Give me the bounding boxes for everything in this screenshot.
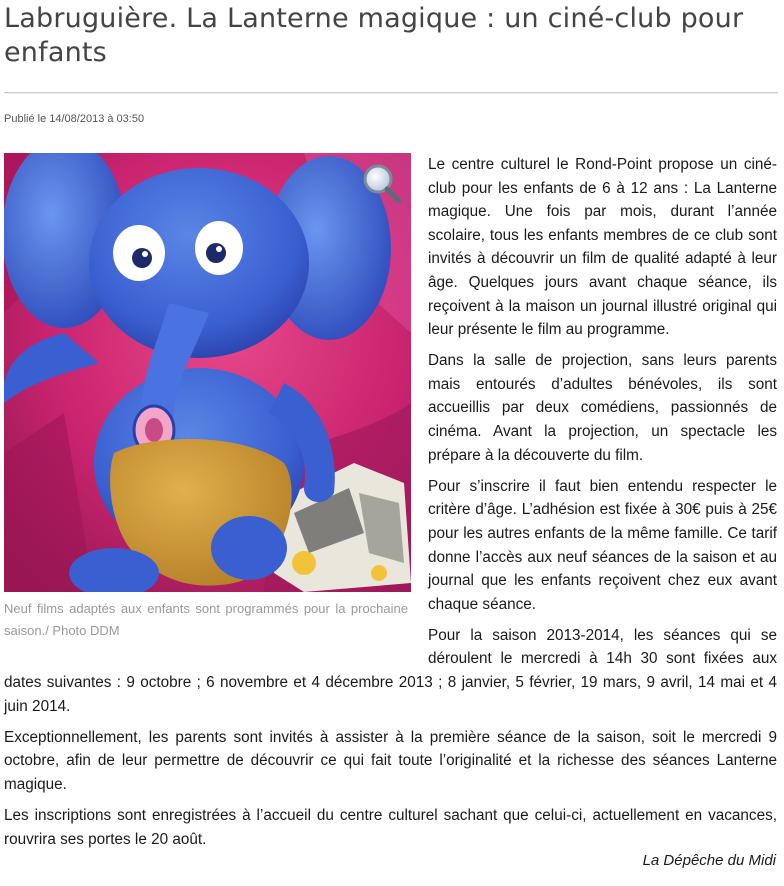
article-paragraph-5: Exceptionnellement, les parents sont invités à assister à la première séance de la saison, soit le mercredi 9 octobre, afin de leur permettre de découvrir ce qui fait toute l’originalité et la richesse des séances Lanterne magique. [4, 728, 777, 793]
article-figure [4, 153, 411, 642]
article-source: La Dépêche du Midi [642, 852, 776, 869]
article-paragraph-4: Pour la saison 2013-2014, les séances qui se déroulent le mercredi à 14h 30 sont fixées aux dates suivantes : 9 octobre ; 6 novembre et 4 décembre 2013 ; 8 janvier, 5 février, 19 mars, 9 avril, 14 mai et 4 juin 2014. [4, 626, 777, 715]
publish-date: Publié le 14/08/2013 à 03:50 [4, 113, 145, 125]
article-photo[interactable] [4, 153, 411, 592]
article-paragraph-3: Pour s’inscrire il faut bien entendu respecter le critère d’âge. L’adhésion est fixée à 30€ puis à 25€ pour les autres enfants de la même famille. Ce tarif donne l’accès aux neuf séances de la saison et au journal que les enfants reçoivent chez eux avant chaque séance. [428, 477, 777, 613]
article-paragraph-2: Dans la salle de projection, sans leurs parents mais entourés d’adultes bénévoles, ils sont accueillis par deux comédiens, passionnés de cinéma. Avant la projection, un spectacle les prépare à la découverte du film. [428, 352, 777, 464]
title-divider [4, 92, 778, 94]
article-title: Labruguière. La Lanterne magique : un ciné-club pour enfants [4, 3, 744, 68]
article-paragraph-1: Le centre culturel le Rond-Point propose un ciné-club pour les enfants de 6 à 12 ans : La Lanterne magique. Une fois par mois, durant l’année scolaire, tous les enfants membres de ce club sont invités à découvrir un film de qualité adapté à leur âge. Quelques jours avant chaque séance, ils reçoivent à la maison un journal illustré original qui leur présente le film au programme. [428, 156, 777, 339]
image-caption: Neuf films adaptés aux enfants sont programmés pour la prochaine saison./ Photo DDM [4, 601, 408, 638]
article-paragraph-6: Les inscriptions sont enregistrées à l’accueil du centre culturel sachant que celui-ci, actuellement en vacances, rouvrira ses portes le 20 août. [4, 806, 777, 848]
